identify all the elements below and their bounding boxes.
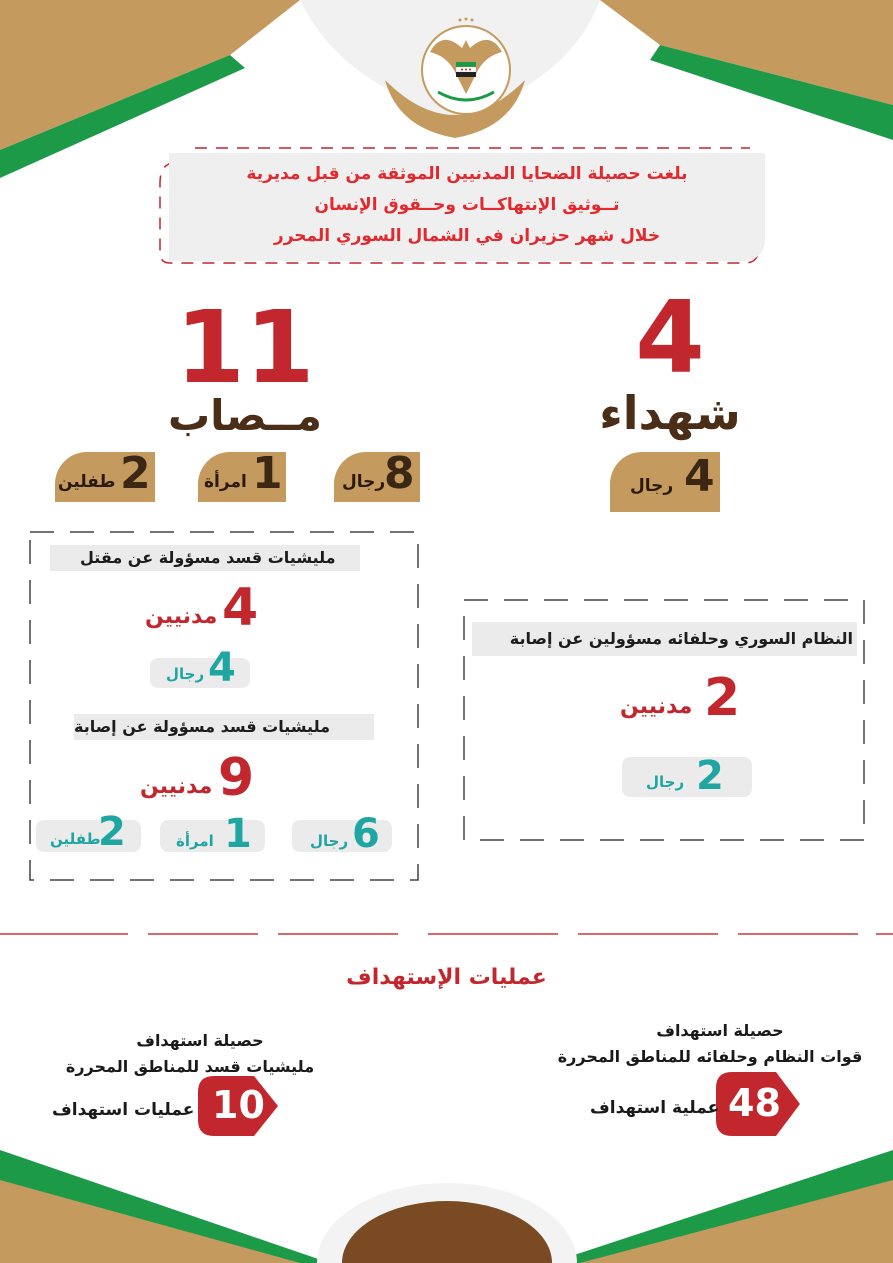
sdf-women-label: امرأة [176,832,214,850]
sdf-injured-label: مدنيين [140,774,213,799]
sdf-injured-count: 9 [218,748,255,808]
regime-title: النظام السوري وحلفائه مسؤولين عن إصابة [509,629,853,648]
injured-women-label: امرأة [204,472,247,492]
sdf-killed-title: مليشيات قسد مسؤولة عن مقتل [80,548,336,567]
sdf-killed-count: 4 [222,578,259,638]
regime-civilians-count: 2 [704,668,741,728]
martyrs-men-count: 4 [684,451,715,502]
martyrs-label: شهداء [599,386,741,440]
eagle-emblem-logo [412,12,520,120]
sdf-killed-men-count: 4 [208,645,236,691]
martyrs-count: 4 [635,279,705,396]
injured-men-label: رجال [342,472,386,492]
sdf-killed-men-label: رجال [166,665,205,683]
sdf-operations-line-2: مليشيات قسد للمناطق المحررة [65,1057,315,1076]
sdf-men-label: رجال [310,832,349,850]
intro-banner [155,143,765,268]
sdf-operations-label: عمليات استهداف [52,1100,195,1120]
intro-text [169,159,765,252]
regime-operations-line-2: قوات النظام وحلفائه للمناطق المحررة [557,1047,863,1066]
regime-men-chip [622,753,752,799]
intro-line-2: تــوثيق الإنتهاكــات وحــقوق الإنسان [314,195,620,215]
sdf-killed-label: مدنيين [145,604,218,629]
sdf-women-count: 1 [224,811,252,857]
sdf-men-count: 6 [352,811,380,857]
intro-line-3: خلال شهر حزيران في الشمال السوري المحرر [273,226,661,246]
sdf-children-label: طفلين [50,830,101,848]
injured-count: 11 [175,289,315,406]
regime-operations-line-1: حصيلة استهداف [656,1021,784,1040]
regime-operations-label: عملية استهداف [590,1098,720,1118]
injured-women-count: 1 [252,448,283,499]
injured-children-count: 2 [120,448,151,499]
injured-label: مــصاب [167,391,323,440]
sdf-children-count: 2 [98,809,126,855]
regime-men-label: رجال [646,773,685,791]
sdf-operations-line-1: حصيلة استهداف [136,1031,264,1050]
injured-children-label: طفلين [58,472,116,492]
intro-line-1: بلغت حصيلة الضحايا المدنيين الموثقة من قبل مديرية [246,164,688,184]
regime-civilians-label: مدنيين [620,694,693,719]
regime-men-count: 2 [696,753,724,799]
martyrs-men-label: رجال [630,476,674,496]
injured-men-count: 8 [384,448,415,499]
regime-operations-count: 48 [728,1081,781,1125]
sdf-operations-count: 10 [212,1083,265,1127]
operations-title: عمليات الإستهداف [346,965,547,990]
sdf-injured-title: مليشيات قسد مسؤولة عن إصابة [74,717,331,736]
